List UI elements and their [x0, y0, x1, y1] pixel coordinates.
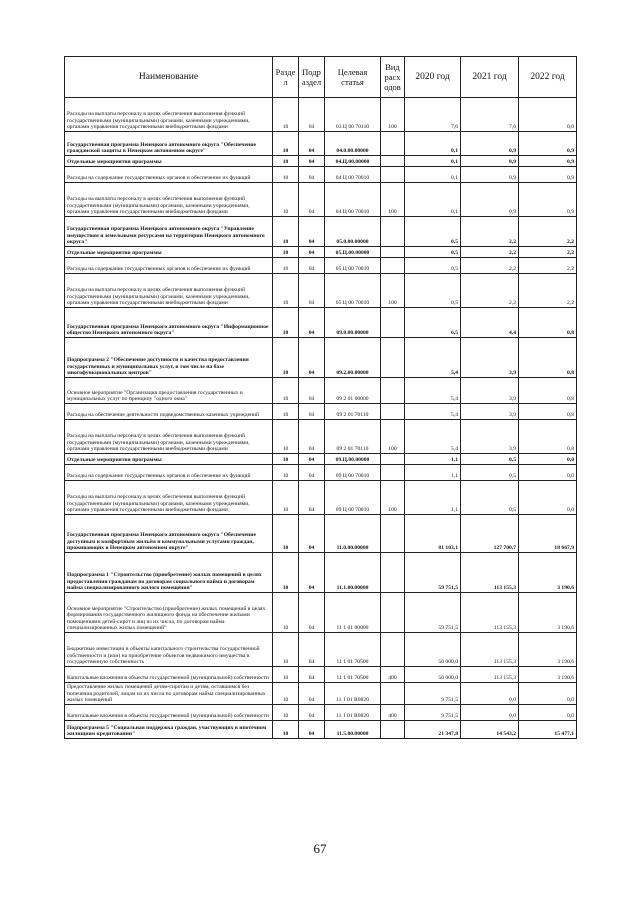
row-target: 05 Ц 00 70010: [325, 274, 381, 308]
row-type: 100: [381, 420, 405, 454]
row-name: Подпрограмма 5 "Социальная поддержка граждан, участвующих в ипотечном жилищном кредитовании": [65, 721, 273, 739]
row-2020: 59 751,5: [405, 553, 461, 593]
row-target: 09 2 01 70110: [325, 420, 381, 454]
row-2021: 127 700,7: [461, 515, 519, 553]
row-subsection: 04: [299, 683, 325, 705]
row-2020: 0,1: [405, 132, 461, 156]
row-target: 09.0.00.00000: [325, 308, 381, 338]
row-type: [381, 683, 405, 705]
row-subsection: 04: [299, 593, 325, 633]
table-row: [65, 683, 577, 705]
row-section: 10: [273, 515, 299, 553]
row-target: 04.0.00.00000: [325, 132, 381, 156]
row-target: 11 1 01 R0820: [325, 683, 381, 705]
row-type: [381, 633, 405, 667]
row-2022: 0,9: [519, 167, 577, 183]
row-2020: 21 347,8: [405, 721, 461, 739]
row-2022: 2,2: [519, 247, 577, 258]
table-row: [65, 454, 577, 465]
row-2021: 7,6: [461, 98, 519, 132]
header-2022: 2022 год: [519, 57, 577, 98]
row-subsection: 04: [299, 132, 325, 156]
header-2020: 2020 год: [405, 57, 461, 98]
row-2021: 3,9: [461, 420, 519, 454]
row-2022: 0,8: [519, 378, 577, 404]
row-2021: 2,2: [461, 258, 519, 274]
row-section: 10: [273, 338, 299, 378]
row-type: [381, 247, 405, 258]
row-2020: 5,4: [405, 338, 461, 378]
header-name: Наименование: [65, 57, 273, 98]
header-target: Целевая статья: [325, 57, 381, 98]
row-name: Расходы на содержание государственных органов и обеспечение их функций: [65, 465, 273, 481]
row-section: 10: [273, 667, 299, 683]
row-subsection: 04: [299, 633, 325, 667]
row-type: 100: [381, 98, 405, 132]
row-subsection: 04: [299, 274, 325, 308]
row-2020: 0,5: [405, 247, 461, 258]
row-2022: 0,8: [519, 308, 577, 338]
header-2021: 2021 год: [461, 57, 519, 98]
row-2020: 59 751,5: [405, 593, 461, 633]
table-row: [65, 515, 577, 553]
row-target: 11 1 01 00000: [325, 593, 381, 633]
row-2020: 5,4: [405, 404, 461, 420]
row-type: 400: [381, 667, 405, 683]
row-2022: 2,2: [519, 274, 577, 308]
table-row: [65, 481, 577, 515]
row-section: 10: [273, 98, 299, 132]
row-target: 04.Ц.00.00000: [325, 156, 381, 167]
row-2021: 14 543,2: [461, 721, 519, 739]
row-section: 10: [273, 217, 299, 247]
row-2021: 4,4: [461, 308, 519, 338]
row-type: 100: [381, 183, 405, 217]
row-subsection: 04: [299, 404, 325, 420]
row-subsection: 04: [299, 183, 325, 217]
row-2022: 3 190,6: [519, 633, 577, 667]
row-2020: 0,5: [405, 258, 461, 274]
row-section: 10: [273, 308, 299, 338]
row-2020: 6,5: [405, 308, 461, 338]
row-subsection: 04: [299, 247, 325, 258]
row-section: 10: [273, 705, 299, 721]
row-2022: 0,8: [519, 338, 577, 378]
table-row: [65, 378, 577, 404]
row-name: Государственная программа Ненецкого автономного округа "Управление имуществом и земельными ресурсами на территории Ненецкого автономного округа": [65, 217, 273, 247]
row-section: 10: [273, 132, 299, 156]
row-subsection: 04: [299, 465, 325, 481]
row-target: 11.1.00.00000: [325, 553, 381, 593]
table-row: [65, 404, 577, 420]
row-section: 10: [273, 274, 299, 308]
row-2022: 15 477,1: [519, 721, 577, 739]
row-type: [381, 593, 405, 633]
table-row: [65, 308, 577, 338]
row-2022: 0,9: [519, 156, 577, 167]
row-target: 11.0.00.00000: [325, 515, 381, 553]
row-subsection: 04: [299, 98, 325, 132]
row-name: Отдельные мероприятия программы: [65, 156, 273, 167]
row-2021: 0,9: [461, 156, 519, 167]
table-row: [65, 465, 577, 481]
row-section: 10: [273, 633, 299, 667]
row-2022: 0,9: [519, 183, 577, 217]
row-section: 10: [273, 258, 299, 274]
row-2021: 0,5: [461, 454, 519, 465]
row-section: 10: [273, 683, 299, 705]
row-section: 10: [273, 593, 299, 633]
row-type: [381, 167, 405, 183]
row-target: 09 2 01 00000: [325, 378, 381, 404]
row-target: 04 Ц 00 70010: [325, 183, 381, 217]
row-2020: 5,4: [405, 378, 461, 404]
row-2022: 3 190,6: [519, 667, 577, 683]
row-2022: 2,2: [519, 258, 577, 274]
table-row: [65, 183, 577, 217]
row-name: Расходы на выплаты персоналу в целях обеспечения выполнения функций государственными (муниципальными) органами, казенными учреждениями, органами управления государственными внебюджетными фондами: [65, 274, 273, 308]
row-target: 11 1 01 R0820: [325, 705, 381, 721]
row-2021: 3,9: [461, 404, 519, 420]
table-row: [65, 721, 577, 739]
row-2021: 113 155,3: [461, 667, 519, 683]
row-subsection: 04: [299, 454, 325, 465]
header-type: Вид расх одов: [381, 57, 405, 98]
table-header-row: [65, 57, 577, 98]
row-2020: 0,1: [405, 156, 461, 167]
row-name: Расходы на выплаты персоналу в целях обеспечения выполнения функций государственными (муниципальными) органами, казенными учреждениями, органами управления государственными внебюджетными фондами: [65, 481, 273, 515]
row-target: 11 1 01 70500: [325, 633, 381, 667]
header-subsection: Подр аздел: [299, 57, 325, 98]
row-section: 10: [273, 167, 299, 183]
row-subsection: 04: [299, 553, 325, 593]
row-2022: 0,0: [519, 481, 577, 515]
row-2021: 3,9: [461, 378, 519, 404]
row-subsection: 04: [299, 258, 325, 274]
row-type: 100: [381, 274, 405, 308]
row-2022: 3 190,6: [519, 553, 577, 593]
table-row: [65, 633, 577, 667]
row-target: 09.2.00.00000: [325, 338, 381, 378]
row-type: [381, 404, 405, 420]
row-2020: 0,5: [405, 217, 461, 247]
table-row: [65, 274, 577, 308]
row-2020: 1,1: [405, 481, 461, 515]
row-section: 10: [273, 183, 299, 217]
row-section: 10: [273, 721, 299, 739]
row-name: Предоставление жилых помещений детям-сиротам и детям, оставшимся без попечения родителей, лицам из их числа по договорам найма специализированных жилых помещений: [65, 683, 273, 705]
page-number: 67: [313, 841, 327, 856]
row-2020: 81 103,1: [405, 515, 461, 553]
row-2020: 0,1: [405, 183, 461, 217]
row-target: 05.Ц.00.00000: [325, 247, 381, 258]
row-name: Государственная программа Ненецкого автономного округа "Обеспечение гражданской защиты в Ненецком автономном округе": [65, 132, 273, 156]
row-subsection: 04: [299, 167, 325, 183]
table-row: [65, 98, 577, 132]
row-2021: 113 155,3: [461, 633, 519, 667]
row-section: 10: [273, 465, 299, 481]
row-type: [381, 454, 405, 465]
row-name: Основное мероприятие "Организация предоставления государственных и муниципальных услуг по принципу "одного окна": [65, 378, 273, 404]
row-2021: 2,2: [461, 274, 519, 308]
row-type: [381, 308, 405, 338]
row-type: [381, 465, 405, 481]
row-name: Основное мероприятие "Строительство (приобретение) жилых помещений в целях формирования государственного жилищного фонда на обеспечение жилыми помещениями детей-сирот и лиц из их числа, по договорам найма специализированных жилых помещений": [65, 593, 273, 633]
table-row: [65, 167, 577, 183]
row-name: Бюджетные инвестиции в объекты капитального строительства государственной собственности и (или) на приобретение объектов недвижимого имущества в государственную собственность: [65, 633, 273, 667]
table-row: [65, 338, 577, 378]
row-subsection: 04: [299, 705, 325, 721]
row-2021: 0,5: [461, 481, 519, 515]
row-type: [381, 378, 405, 404]
row-2020: 5,4: [405, 420, 461, 454]
row-name: Подпрограмма 1 "Строительство (приобретение) жилых помещений в целях предоставления гражданам по договорам социального найма и договорам найма специализированного жилого помещения": [65, 553, 273, 593]
table-row: [65, 217, 577, 247]
row-section: 10: [273, 454, 299, 465]
row-type: [381, 258, 405, 274]
row-type: [381, 217, 405, 247]
row-2020: 7,6: [405, 98, 461, 132]
table-row: [65, 420, 577, 454]
row-2022: 18 667,9: [519, 515, 577, 553]
row-2021: 113 155,3: [461, 553, 519, 593]
row-name: Подпрограмма 2 "Обеспечение доступности и качества предоставления государственных и муниципальных услуг, в том числе на базе многофункциональных центров": [65, 338, 273, 378]
row-type: [381, 515, 405, 553]
table-row: [65, 553, 577, 593]
row-section: 10: [273, 378, 299, 404]
row-type: [381, 338, 405, 378]
row-subsection: 04: [299, 217, 325, 247]
row-section: 10: [273, 420, 299, 454]
row-2020: 1,1: [405, 454, 461, 465]
row-subsection: 04: [299, 338, 325, 378]
row-2022: 3 190,6: [519, 593, 577, 633]
row-2020: 1,1: [405, 465, 461, 481]
row-2020: 50 000,0: [405, 633, 461, 667]
table-row: [65, 593, 577, 633]
row-type: [381, 156, 405, 167]
row-name: Капитальные вложения в объекты государственной (муниципальной) собственности: [65, 667, 273, 683]
budget-table-page: [64, 56, 576, 739]
row-2021: 0,9: [461, 167, 519, 183]
row-name: Капитальные вложения в объекты государственной (муниципальной) собственности: [65, 705, 273, 721]
row-name: Отдельные мероприятия программы: [65, 247, 273, 258]
row-target: 09 Ц 00 70010: [325, 481, 381, 515]
row-name: Расходы на выплаты персоналу в целях обеспечения выполнения функций государственными (муниципальными) органами, казенными учреждениями, органами управления государственными внебюджетными фондами: [65, 98, 273, 132]
row-2021: 0,9: [461, 183, 519, 217]
row-subsection: 04: [299, 156, 325, 167]
row-section: 10: [273, 553, 299, 593]
table-row: [65, 132, 577, 156]
row-2022: 0,8: [519, 420, 577, 454]
row-2021: 0,9: [461, 132, 519, 156]
row-target: 04 Ц 00 70010: [325, 167, 381, 183]
row-name: Государственная программа Ненецкого автономного округа "Информационное общество Ненецкого автономного округа": [65, 308, 273, 338]
row-subsection: 04: [299, 667, 325, 683]
row-2020: 50 000,0: [405, 667, 461, 683]
row-subsection: 04: [299, 515, 325, 553]
row-2021: 0,0: [461, 683, 519, 705]
row-target: 03 Ц 00 70110: [325, 98, 381, 132]
row-type: [381, 132, 405, 156]
row-2022: 0,0: [519, 705, 577, 721]
row-type: 100: [381, 481, 405, 515]
row-2020: 0,5: [405, 274, 461, 308]
row-name: Отдельные мероприятия программы: [65, 454, 273, 465]
header-section: Разде л: [273, 57, 299, 98]
row-target: 09.Ц.00.00000: [325, 454, 381, 465]
row-2020: 9 751,5: [405, 705, 461, 721]
row-subsection: 04: [299, 308, 325, 338]
row-target: 09 2 01 70110: [325, 404, 381, 420]
row-name: Расходы на выплаты персоналу в целях обеспечения выполнения функций государственными (муниципальными) органами, казенными учреждениями, органами управления государственными внебюджетными фондами: [65, 420, 273, 454]
row-target: 09 Ц 00 70010: [325, 465, 381, 481]
table-row: [65, 258, 577, 274]
row-subsection: 04: [299, 721, 325, 739]
row-2021: 0,5: [461, 465, 519, 481]
row-target: 05.0.00.00000: [325, 217, 381, 247]
row-2022: 2,2: [519, 217, 577, 247]
table-row: [65, 247, 577, 258]
row-name: Расходы на содержание государственных органов и обеспечение их функций: [65, 167, 273, 183]
row-type: 400: [381, 705, 405, 721]
row-name: Расходы на обеспечение деятельности подведомственных казенных учреждений: [65, 404, 273, 420]
row-subsection: 04: [299, 481, 325, 515]
table-row: [65, 156, 577, 167]
row-name: Расходы на выплаты персоналу в целях обеспечения выполнения функций государственными (муниципальными) органами, казенными учреждениями, органами управления государственными внебюджетными фондами: [65, 183, 273, 217]
row-2022: 0,0: [519, 454, 577, 465]
row-2022: 0,9: [519, 132, 577, 156]
table-row: [65, 705, 577, 721]
row-subsection: 04: [299, 378, 325, 404]
row-2021: 2,2: [461, 217, 519, 247]
row-target: 05 Ц 00 70010: [325, 258, 381, 274]
row-subsection: 04: [299, 420, 325, 454]
row-type: [381, 553, 405, 593]
row-2022: 0,8: [519, 404, 577, 420]
row-2021: 2,2: [461, 247, 519, 258]
row-target: 11 1 01 70500: [325, 667, 381, 683]
table-row: [65, 667, 577, 683]
row-2022: 0,0: [519, 98, 577, 132]
row-2020: 9 751,5: [405, 683, 461, 705]
row-2021: 113 155,3: [461, 593, 519, 633]
row-2022: 0,0: [519, 465, 577, 481]
row-name: Государственная программа Ненецкого автономного округа "Обеспечение доступным и комфортным жильём и коммунальными услугами граждан, проживающих в Ненецком автономном округе": [65, 515, 273, 553]
row-2022: 0,0: [519, 683, 577, 705]
row-2021: 3,9: [461, 338, 519, 378]
row-target: 11.5.00.00000: [325, 721, 381, 739]
row-section: 10: [273, 247, 299, 258]
row-2021: 0,0: [461, 705, 519, 721]
row-name: Расходы на содержание государственных органов и обеспечение их функций: [65, 258, 273, 274]
row-section: 10: [273, 156, 299, 167]
row-type: [381, 721, 405, 739]
row-section: 10: [273, 404, 299, 420]
row-section: 10: [273, 481, 299, 515]
budget-table: [64, 56, 577, 739]
row-2020: 0,1: [405, 167, 461, 183]
